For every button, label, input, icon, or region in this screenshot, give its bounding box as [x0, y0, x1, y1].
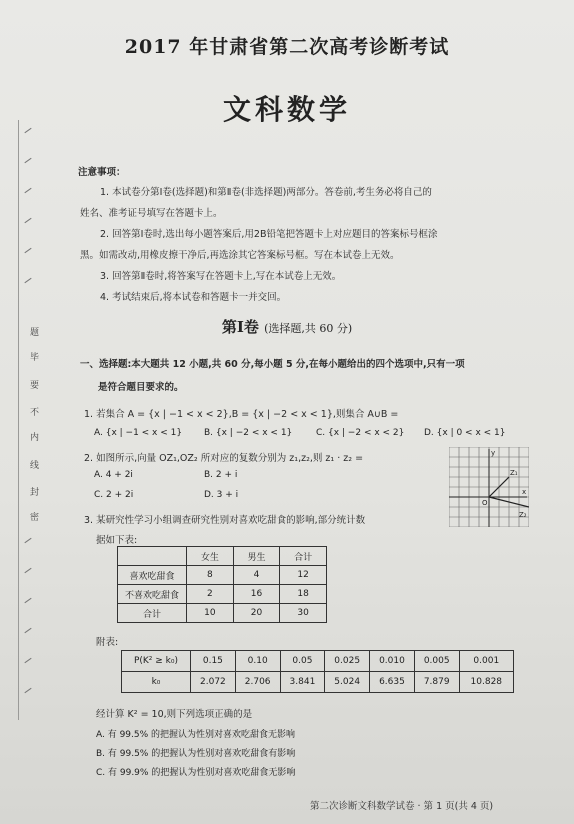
question-stem: 3. 某研究性学习小组调查研究性别对喜欢吃甜食的影响,部分统计数: [84, 515, 366, 526]
z2-label: Z₂: [519, 511, 527, 519]
option-c: C. 有 99.9% 的把握认为性别对喜欢吃甜食无影响: [96, 768, 296, 778]
notice-line: 4. 考试结束后,将本试卷和答题卡一并交回。: [100, 292, 287, 303]
table-cell: 18: [280, 585, 327, 604]
option-b: B. 有 99.5% 的把握认为性别对喜欢吃甜食有影响: [96, 749, 296, 759]
margin-tick: [24, 688, 31, 693]
part-instructions: 是符合题目要求的。: [98, 382, 184, 393]
margin-char: 不: [30, 408, 40, 418]
margin-tick: [24, 598, 31, 603]
option-d: D. 3 + i: [204, 490, 239, 500]
margin-tick: [24, 248, 31, 253]
margin-tick: [24, 218, 31, 223]
option-a: A. {x | −1 < x < 1}: [94, 428, 183, 438]
table-row: [118, 547, 327, 566]
table-header: 女生: [187, 547, 234, 566]
page-footer: 第二次诊断文科数学试卷 · 第 1 页(共 4 页): [310, 801, 494, 812]
table-row: [118, 566, 327, 585]
table-row: [122, 672, 514, 693]
section-heading: [0, 316, 574, 337]
table-cell: 0.010: [370, 651, 415, 672]
binding-margin: [0, 120, 40, 720]
option-a: A. 4 + 2i: [94, 470, 133, 480]
notice-line: 3. 回答第Ⅱ卷时,将答案写在答题卡上,写在本试卷上无效。: [100, 271, 342, 282]
table-row: [122, 651, 514, 672]
margin-tick: [24, 278, 31, 283]
table-row: [118, 585, 327, 604]
question-stem: 1. 若集合 A = {x | −1 < x < 2},B = {x | −2 < x < 1},则集合 A∪B =: [84, 409, 399, 420]
option-d: D. {x | 0 < x < 1}: [424, 428, 506, 438]
y-axis-label: y: [491, 449, 496, 457]
margin-tick: [24, 538, 31, 543]
critical-value-table: [121, 650, 514, 693]
subject-title: 文科数学: [222, 93, 351, 126]
notice-heading: 注意事项：: [78, 167, 126, 178]
option-c: C. 2 + 2i: [94, 490, 134, 500]
table-cell: 4: [233, 566, 280, 585]
margin-char: 题: [30, 328, 40, 338]
notice-line: 2. 回答第Ⅰ卷时,选出每小题答案后,用2B铅笔把答题卡上对应题目的答案标号框涂: [100, 229, 438, 240]
table-cell: 10: [187, 604, 234, 623]
option-a: A. 有 99.5% 的把握认为性别对喜欢吃甜食无影响: [96, 730, 296, 740]
table-cell: 0.15: [191, 651, 236, 672]
margin-tick: [24, 568, 31, 573]
table-cell: 30: [280, 604, 327, 623]
notice-line: 黑。如需改动,用橡皮擦干净后,再选涂其它答案标号框。写在本试卷上无效。: [80, 250, 400, 261]
table-header: 男生: [233, 547, 280, 566]
question-stem: 2. 如图所示,向量 OZ₁,OZ₂ 所对应的复数分别为 z₁,z₂,则 z₁ · z₂ =: [84, 453, 364, 464]
vector-figure: [449, 447, 529, 527]
table-cell: 2.072: [191, 672, 236, 693]
table-cell: 0.025: [325, 651, 370, 672]
table-cell: 10.828: [459, 672, 513, 693]
margin-char: 线: [30, 461, 40, 471]
table-cell: 20: [233, 604, 280, 623]
table-cell: 不喜欢吃甜食: [118, 585, 187, 604]
margin-tick: [24, 628, 31, 633]
table-cell: [118, 547, 187, 566]
table-cell: 0.10: [235, 651, 280, 672]
table-cell: 5.024: [325, 672, 370, 693]
question-stem: 据如下表:: [96, 535, 138, 546]
appendix-label: 附表:: [96, 637, 119, 648]
question-calc: 经计算 K² = 10,则下列选项正确的是: [96, 709, 253, 720]
table-cell: 喜欢吃甜食: [118, 566, 187, 585]
table-cell: 0.005: [414, 651, 459, 672]
table-cell: 0.05: [280, 651, 325, 672]
margin-tick: [24, 128, 31, 133]
table-header: 合计: [280, 547, 327, 566]
margin-char: 毕: [30, 353, 40, 363]
notice-line: 姓名、准考证号填写在答题卡上。: [80, 208, 223, 219]
table-cell: 3.841: [280, 672, 325, 693]
section-subtitle: (选择题,共 60 分): [264, 322, 353, 335]
z1-label: Z₁: [510, 469, 518, 477]
margin-char: 要: [30, 381, 40, 391]
table-row: [118, 604, 327, 623]
notice-line: 1. 本试卷分第Ⅰ卷(选择题)和第Ⅱ卷(非选择题)两部分。答卷前,考生务必将自己的: [100, 187, 432, 198]
section-title: 第Ⅰ卷: [221, 318, 259, 336]
table-cell: 6.635: [370, 672, 415, 693]
table-header: P(K² ≥ k₀): [122, 651, 191, 672]
table-cell: 2: [187, 585, 234, 604]
table-cell: 7.879: [414, 672, 459, 693]
margin-char: 密: [30, 513, 40, 523]
table-cell: 16: [233, 585, 280, 604]
table-cell: 8: [187, 566, 234, 585]
table-cell: 0.001: [459, 651, 513, 672]
x-axis-label: x: [522, 488, 527, 496]
binding-line: [18, 120, 19, 720]
table-cell: 2.706: [235, 672, 280, 693]
table-cell: 12: [280, 566, 327, 585]
margin-tick: [24, 188, 31, 193]
origin-label: O: [482, 499, 488, 507]
margin-char: 内: [30, 433, 40, 443]
contingency-table: [117, 546, 327, 623]
margin-tick: [24, 658, 31, 663]
exam-title: 2017 年甘肃省第二次高考诊断考试: [124, 36, 450, 58]
margin-tick: [24, 158, 31, 163]
table-cell: 合计: [118, 604, 187, 623]
option-b: B. 2 + i: [204, 470, 238, 480]
table-header: k₀: [122, 672, 191, 693]
part-instructions: 一、选择题:本大题共 12 小题,共 60 分,每小题 5 分,在每小题给出的四个选项中,只有一项: [80, 359, 465, 370]
option-b: B. {x | −2 < x < 1}: [204, 428, 293, 438]
option-c: C. {x | −2 < x < 2}: [316, 428, 405, 438]
margin-char: 封: [30, 488, 40, 498]
